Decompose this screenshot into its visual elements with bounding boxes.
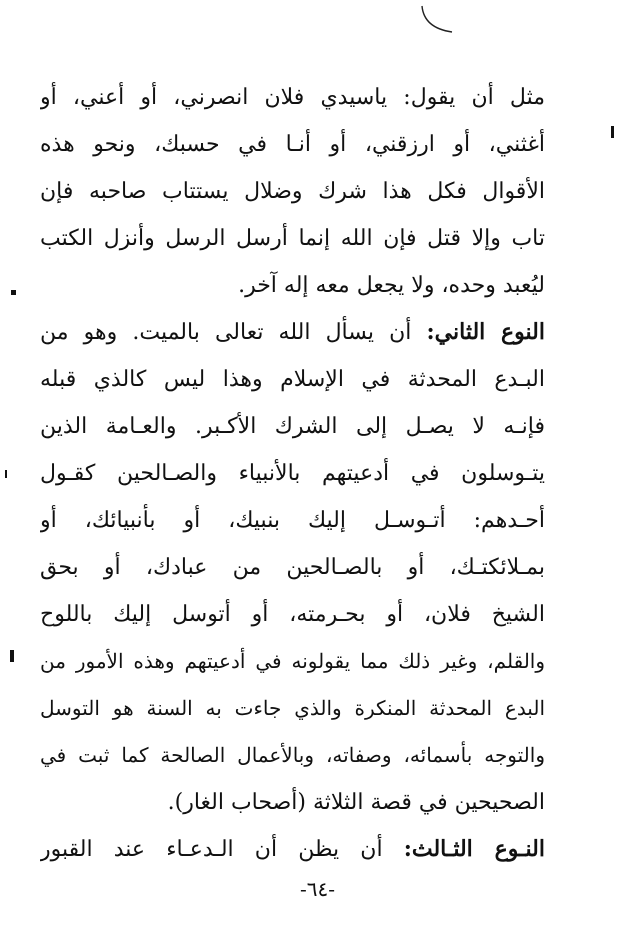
text-line: يتـوسلون في أدعيتهم بالأنبياء والصـالحين كقـول	[40, 461, 545, 486]
margin-speck	[5, 470, 7, 478]
text-line: الشيخ فلان، أو بحـرمته، أو أتوسل إليك باللوح	[40, 602, 545, 627]
margin-speck	[11, 290, 16, 295]
text-line: الصحيحين في قصة الثلاثة (أصحاب الغار).	[167, 790, 545, 815]
text-run: أن يسأل الله تعالى بالميت. وهو من	[40, 320, 412, 345]
text-line: ليُعبد وحده، ولا يجعل معه إله آخر.	[238, 273, 545, 298]
section-first-line	[40, 309, 545, 356]
text-line: تاب وإلا قتل فإن الله إنما أرسل الرسل وأنزل الكتب	[40, 226, 545, 251]
text-line: أغثني، أو ارزقني، أو أنـا في حسبك، ونحو هذه	[40, 132, 545, 157]
body-text	[40, 74, 545, 873]
margin-speck	[611, 126, 614, 138]
corner-scan-mark	[418, 4, 454, 36]
text-line: والتوجه بأسمائه، وصفاته، وبالأعمال الصالحة كما ثبت في	[40, 743, 545, 767]
text-line: أحـدهم: أتـوسـل إليك بنبيك، أو بأنبيائك، أو	[40, 508, 545, 533]
text-line: البـدع المحدثة في الإسلام وهذا ليس كالذي قبله	[40, 367, 545, 392]
text-line: فإنـه لا يصـل إلى الشرك الأكـبر. والعـامة الذين	[40, 414, 545, 439]
section-heading: النوع الثاني:	[426, 319, 545, 345]
text-line: الأقوال فكل هذا شرك وضلال يستتاب صاحبه فإن	[40, 179, 545, 204]
section-heading: النـوع الثـالث:	[403, 836, 545, 862]
text-line: بمـلائكتـك، أو بالصـالحين من عبادك، أو بحق	[40, 555, 545, 580]
text-line: والقلم، وغير ذلك مما يقولونه في أدعيتهم وهذه الأمور من	[40, 649, 545, 673]
margin-speck	[10, 650, 14, 662]
text-run: أن يظن أن الـدعـاء عند القبور	[40, 837, 383, 862]
section-first-line	[40, 826, 545, 873]
page-number: -٦٤-	[299, 877, 335, 901]
text-line: البدع المحدثة المنكرة والذي جاءت به السنة هو التوسل	[40, 696, 545, 720]
text-line: مثل أن يقول: ياسيدي فلان انصرني، أو أعني، أو	[40, 85, 545, 110]
